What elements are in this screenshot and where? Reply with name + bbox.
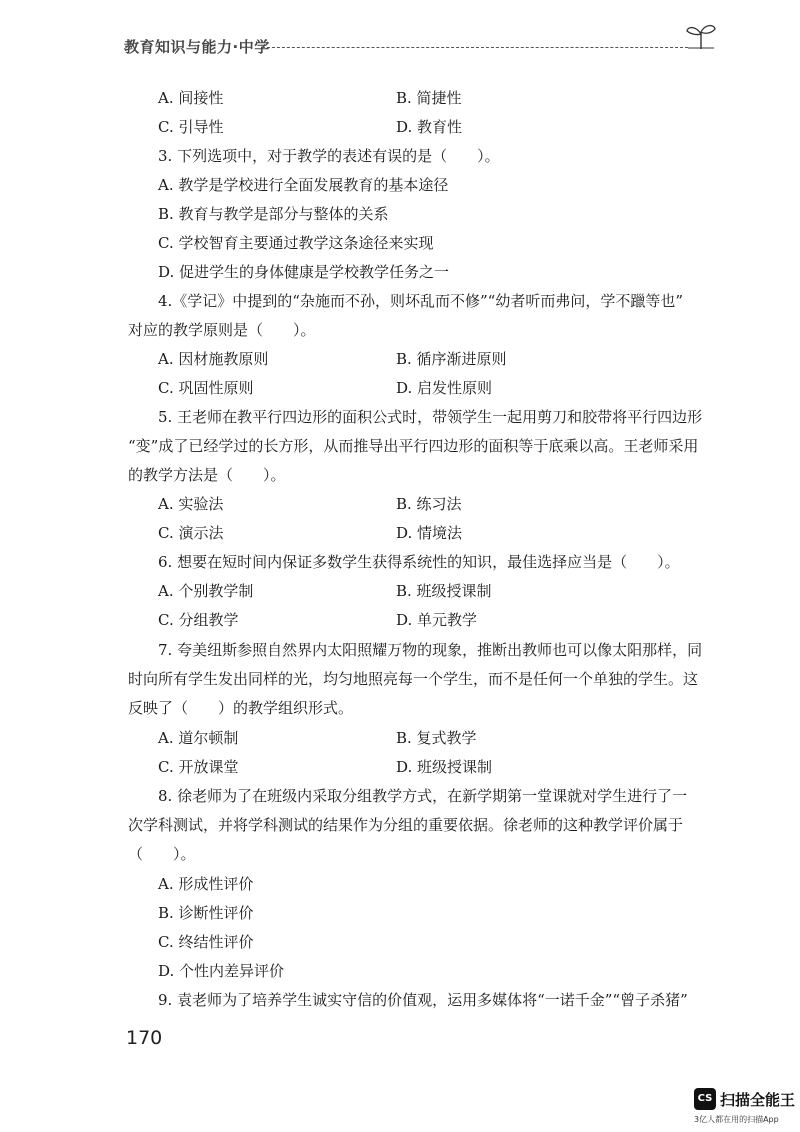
question-7-stem-line-1: 7. 夸美纽斯参照自然界内太阳照耀万物的现象，推断出教师也可以像太阳那样，同 [158,641,703,659]
question-8-option-d: D. 个性内差异评价 [158,962,285,980]
scanner-app-name: 扫描全能王 [720,1091,796,1109]
question-5-stem-line-1: 5. 王老师在教平行四边形的面积公式时，带领学生一起用剪刀和胶带将平行四边形 [158,408,703,426]
question-8-option-a: A. 形成性评价 [158,875,254,893]
option-b: B. 简捷性 [396,89,462,107]
question-3-option-d: D. 促进学生的身体健康是学校教学任务之一 [158,263,450,281]
question-9-stem-line-1: 9. 袁老师为了培养学生诚实守信的价值观，运用多媒体将“一诺千金”“曾子杀猪” [158,991,688,1009]
question-5-option-a: A. 实验法 [158,495,224,513]
question-3-option-a: A. 教学是学校进行全面发展教育的基本途径 [158,176,449,194]
question-4-stem-line-1: 4.《学记》中提到的“杂施而不孙，则坏乱而不修”“幼者听而弗问，学不躐等也” [158,292,683,310]
page-number: 170 [126,1027,163,1049]
question-8-stem-line-3: （ ）。 [128,845,196,863]
question-8-option-c: C. 终结性评价 [158,933,254,951]
option-c: C. 引导性 [158,118,224,136]
question-7-stem-line-3: 反映了（ ）的教学组织形式。 [128,699,354,717]
question-7-option-b: B. 复式教学 [396,729,477,747]
sprout-icon [684,22,718,50]
header-divider [262,47,688,48]
question-7-option-c: C. 开放课堂 [158,758,239,776]
question-4-option-a: A. 因材施教原则 [158,350,269,368]
option-a: A. 间接性 [158,89,224,107]
scanner-tagline: 3亿人都在用的扫描App [694,1115,779,1124]
question-4-option-d: D. 启发性原则 [396,379,493,397]
question-5-option-c: C. 演示法 [158,524,224,542]
question-6-option-c: C. 分组教学 [158,611,239,629]
question-6-option-b: B. 班级授课制 [396,582,492,600]
question-6-option-a: A. 个别教学制 [158,582,254,600]
question-4-option-c: C. 巩固性原则 [158,379,254,397]
question-7-stem-line-2: 时向所有学生发出同样的光，均匀地照亮每一个学生，而不是任何一个单独的学生。这 [128,670,699,688]
option-d: D. 教育性 [396,118,463,136]
question-5-stem-line-3: 的教学方法是（ ）。 [128,466,286,484]
question-8-option-b: B. 诊断性评价 [158,904,254,922]
question-3-option-c: C. 学校智育主要通过教学这条途径来实现 [158,234,434,252]
question-5-option-b: B. 练习法 [396,495,462,513]
question-4-option-b: B. 循序渐进原则 [396,350,507,368]
scanner-logo-icon: CS [694,1088,716,1110]
question-8-stem-line-2: 次学科测试，并将学科测试的结果作为分组的重要依据。徐老师的这种教学评价属于 [128,816,684,834]
question-7-option-d: D. 班级授课制 [396,758,493,776]
question-3-stem: 3. 下列选项中，对于教学的表述有误的是（ ）。 [158,147,500,165]
question-3-option-b: B. 教育与教学是部分与整体的关系 [158,205,389,223]
question-8-stem-line-1: 8. 徐老师为了在班级内采取分组教学方式，在新学期第一堂课就对学生进行了一 [158,787,688,805]
question-4-stem-line-2: 对应的教学原则是（ ）。 [128,321,316,339]
question-5-option-d: D. 情境法 [396,524,463,542]
question-7-option-a: A. 道尔顿制 [158,729,239,747]
question-5-stem-line-2: “变”成了已经学过的长方形，从而推导出平行四边形的面积等于底乘以高。王老师采用 [128,437,699,455]
question-6-stem: 6. 想要在短时间内保证多数学生获得系统性的知识，最佳选择应当是（ ）。 [158,553,680,571]
question-6-option-d: D. 单元教学 [396,611,478,629]
running-header: 教育知识与能力·中学 [124,38,270,56]
